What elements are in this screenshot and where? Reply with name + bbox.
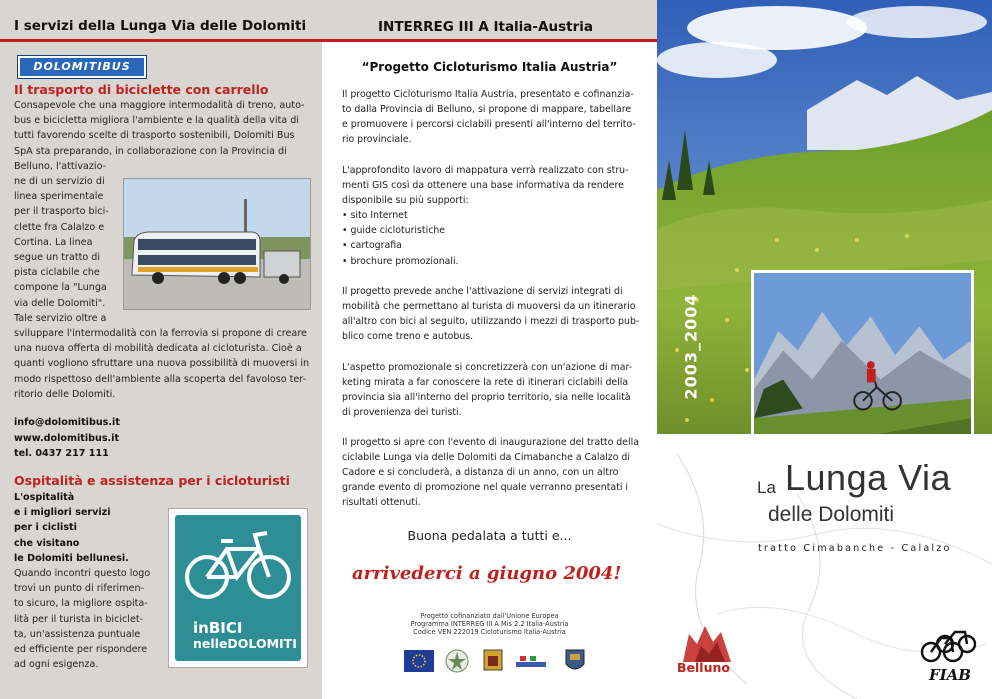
provincia-belluno-icon: [564, 648, 586, 674]
text-line: L'ospitalità: [14, 492, 75, 503]
year-text: 2003_2004: [681, 293, 701, 400]
email-link[interactable]: info@dolomitibus.it: [14, 417, 120, 428]
inbici-logo: [168, 508, 308, 668]
inbici-logo-line2: nelleDOLOMITI: [193, 636, 297, 651]
text-line: ad ogni esigenza.: [14, 659, 99, 671]
middle-header: [322, 0, 657, 42]
text-line: L'approfondito lavoro di mappatura verrà realizzato con stru-: [342, 165, 629, 176]
text-line: Programma INTERREG III A Mis 2.2 Italia-Austria: [410, 620, 569, 628]
phone-text: tel. 0437 217 111: [14, 448, 109, 459]
text-line: una nuova offerta di mobilità dedicata al cicloturista. Cioè a: [14, 343, 302, 355]
text-line: le Dolomiti bellunesi.: [14, 552, 129, 564]
section2-bold-text: [14, 490, 164, 566]
belluno-logo: [675, 620, 745, 680]
list-item: • sito Internet: [342, 210, 408, 222]
paragraph-1: [342, 87, 642, 147]
dolomitibus-logo: DOLOMITIBUS: [18, 56, 146, 78]
text-line: SpA sta preparando, in collaborazione con la Provincia di: [14, 145, 287, 157]
text-line: sviluppare l'intermodalità con la ferrovia si propone di creare: [14, 328, 307, 339]
text-line: per i ciclisti: [14, 522, 77, 534]
paragraph-3: [342, 284, 642, 344]
middle-header-text: INTERREG III A Italia-Austria: [378, 19, 593, 35]
interreg-logo-icon: [514, 648, 548, 674]
eu-flag-icon: [404, 648, 434, 674]
text-line: che visitano: [14, 537, 80, 549]
farewell-script: arrivederci a giugno 2004!: [352, 563, 622, 584]
text-line: Consapevole che una maggiore intermodalità di treno, auto-: [14, 100, 305, 111]
text-line: e promuovere i percorsi ciclabili presenti all'interno del territo-: [342, 119, 636, 131]
text-line: di provenienza dei turisti.: [342, 407, 462, 419]
bicycle-icon: [175, 515, 301, 615]
text-line: all'altro con bici al seguito, utilizzando i mezzi di trasporto pub-: [342, 316, 640, 328]
text-line: disponibile su più supporti:: [342, 195, 469, 207]
section2-text: [14, 566, 154, 672]
text-line: L'aspetto promozionale si concretizzerà con un'azione di mar-: [342, 362, 633, 373]
text-line: rio provinciale.: [342, 134, 412, 146]
header-divider: [322, 39, 657, 42]
title-main: Lunga Via: [785, 457, 951, 498]
paragraph-5: [342, 435, 642, 510]
section2-title: Ospitalità e assistenza per i cicloturisti: [14, 473, 290, 488]
text-line: ne di un servizio di: [14, 176, 105, 187]
text-line: compone la "Lunga: [14, 282, 107, 294]
text-line: clette fra Calalzo e: [14, 221, 105, 233]
text-line: to dalla Provincia di Belluno, si propone di mappare, tabellare: [342, 104, 632, 116]
inbici-logo-line1: inBICI: [193, 619, 243, 637]
text-line: Belluno, l'attivazio-: [14, 160, 107, 172]
cyclist-photo: [751, 270, 974, 458]
text-line: Il progetto prevede anche l'attivazione di servizi integrati di: [342, 286, 623, 297]
text-line: ed efficiente per rispondere: [14, 644, 148, 656]
text-line: tutti favorendo scelte di trasporto sostenibili, Dolomiti Bus: [14, 130, 295, 142]
year-label: [663, 275, 723, 425]
text-line: Il progetto Cicloturismo Italia Austria, presentato e cofinanzia-: [342, 89, 634, 100]
left-header: I servizi della Lunga Via delle Dolomiti: [0, 14, 322, 42]
section1-full-text: [14, 98, 310, 174]
text-line: e i migliori servizi: [14, 507, 111, 519]
text-line: Il progetto si apre con l'evento di inaugurazione del tratto della: [342, 437, 639, 448]
text-line: segue un tratto di: [14, 252, 101, 264]
text-line: quanti vogliono sfruttare una nuova possibilità di muoversi in: [14, 358, 310, 370]
title-subtitle: delle Dolomiti: [768, 503, 895, 526]
text-line: trovi un punto di riferimen-: [14, 583, 144, 595]
italian-emblem-icon: [444, 648, 470, 674]
text-line: Tale servizio oltre a: [14, 312, 107, 324]
route-segment: tratto Cimabanche - Calalzo: [758, 543, 952, 554]
text-line: grande evento di promozione nel quale verranno presentati i: [342, 482, 629, 494]
bus-photo: [123, 178, 311, 310]
text-line: ciclabile Lunga via delle Dolomiti da Cimabanche a Calalzo di: [342, 452, 630, 464]
text-line: keting mirata a far conoscere la rete di itinerari ciclabili della: [342, 377, 629, 389]
text-line: Quando incontri questo logo: [14, 568, 151, 579]
cyclists-icon: [919, 622, 979, 666]
text-line: pista ciclabile che: [14, 267, 100, 279]
text-line: modo rispettoso dell'ambiente alla scoperta del favoloso ter-: [14, 373, 307, 385]
sponsor-logos: [404, 648, 604, 676]
list-item: • brochure promozionali.: [342, 255, 459, 267]
list-item: • guide cicloturistiche: [342, 225, 446, 237]
text-line: linea sperimentale: [14, 191, 104, 203]
text-line: Progetto cofinanziato dall'Unione Europea: [420, 612, 559, 620]
right-panel: [657, 0, 992, 699]
left-panel: [0, 0, 322, 699]
text-line: Cadore e si concluderà, a distanza di un anno, con un altro: [342, 467, 619, 479]
text-line: Codice VEN 222019 Cicloturismo Italia-Austria: [413, 628, 566, 636]
text-line: ta, un'assistenza puntuale: [14, 628, 141, 640]
project-title: “Progetto Cicloturismo Italia Austria”: [361, 60, 618, 74]
section1-tail-text: [14, 326, 310, 402]
text-line: Cortina. La linea: [14, 236, 93, 248]
fiab-logo: [919, 622, 979, 686]
section1-title: Il trasporto di biciclette con carrello: [14, 82, 269, 97]
contact-block: [14, 415, 120, 462]
text-line: via delle Dolomiti".: [14, 297, 106, 309]
fiab-logo-text: FIAB: [929, 666, 971, 684]
section1-narrow-text: [14, 174, 118, 326]
text-line: blico come treno e autobus.: [342, 331, 474, 343]
text-line: bus e bicicletta migliora l'ambiente e la qualità della vita di: [14, 115, 299, 127]
belluno-logo-text: Belluno: [677, 660, 730, 675]
text-line: per il trasporto bici-: [14, 206, 109, 218]
paragraph-2: [342, 163, 642, 269]
veneto-region-icon: [482, 648, 504, 674]
text-line: to sicuro, la migliore ospita-: [14, 598, 148, 610]
closing-line: Buona pedalata a tutti e...: [407, 528, 572, 543]
text-line: mobilità che permettano al turista di muoversi da un itinerario: [342, 301, 636, 313]
text-line: ritorio delle Dolomiti.: [14, 388, 116, 400]
text-line: risultati ottenuti.: [342, 497, 421, 509]
text-line: provincia sia all'interno del proprio territorio, sia nelle località: [342, 392, 631, 404]
inbici-logo-bg: [175, 515, 301, 661]
text-line: lità per il turista in biciclet-: [14, 613, 144, 625]
funding-note: [322, 612, 657, 636]
middle-panel: [322, 0, 657, 699]
list-item: • cartografia: [342, 240, 402, 252]
paragraph-4: [342, 360, 642, 420]
text-line: menti GIS così da ottenere una base informativa da rendere: [342, 180, 624, 192]
bus-illustration: [124, 179, 310, 309]
title-la: La: [757, 478, 776, 497]
web-link[interactable]: www.dolomitibus.it: [14, 432, 120, 444]
